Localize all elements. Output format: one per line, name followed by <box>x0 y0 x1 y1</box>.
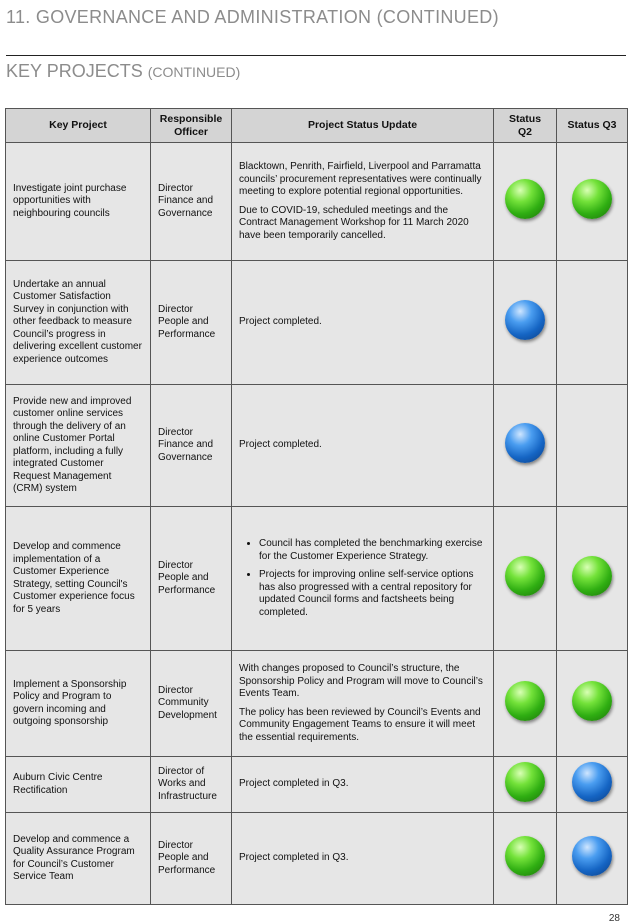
status-update-cell <box>232 651 494 757</box>
status-q3-cell <box>557 651 628 757</box>
status-update-paragraph: Project completed. <box>239 316 322 328</box>
responsible-officer-cell: Director People and Performance <box>151 261 232 385</box>
status-green-icon <box>505 556 545 596</box>
status-update-bullet: • Council has completed the benchmarking exercise for the Customer Experience Strategy. <box>259 538 486 563</box>
responsible-officer-cell: Director of Works and Infrastructure <box>151 757 232 813</box>
responsible-officer-cell: Director People and Performance <box>151 507 232 651</box>
status-q3-cell <box>557 261 628 385</box>
table-row <box>6 507 628 651</box>
status-q2-cell <box>494 757 557 813</box>
page-heading: 11. GOVERNANCE AND ADMINISTRATION (CONTINUED) <box>6 7 499 27</box>
status-update-paragraph: Project completed. <box>239 439 322 451</box>
status-update-cell <box>232 757 494 813</box>
header-status-update: Project Status Update <box>232 109 494 143</box>
status-blue-icon <box>572 762 612 802</box>
section-heading <box>6 61 240 82</box>
status-q2-cell <box>494 507 557 651</box>
status-update-bullet: • Projects for improving online self-service options has also progressed with a central repository for updated Council forms and factsheets being completed. <box>259 569 486 619</box>
status-blue-icon <box>572 836 612 876</box>
table-body <box>6 143 628 905</box>
responsible-officer-cell: Director Finance and Governance <box>151 143 232 261</box>
status-update-paragraph: With changes proposed to Council’s structure, the Sponsorship Policy and Program will move to Council’s Events Team. <box>239 663 483 699</box>
status-update-cell <box>232 385 494 507</box>
key-project-cell: Develop and commence implementation of a Customer Experience Strategy, setting Council's Customer experience focus for 5 years <box>6 507 151 651</box>
table-row <box>6 651 628 757</box>
status-update-cell <box>232 143 494 261</box>
status-q2-cell <box>494 651 557 757</box>
heading-divider <box>6 55 626 56</box>
key-project-cell: Provide new and improved customer online services through the delivery of an online Customer Portal platform, including a fully integrated Customer Request Management (CRM) system <box>6 385 151 507</box>
status-update-paragraph: Due to COVID-19, scheduled meetings and the Contract Management Workshop for 11 March 2020 have been temporarily cancelled. <box>239 204 469 241</box>
key-project-cell: Develop and commence a Quality Assurance Program for Council’s Customer Service Team <box>6 813 151 905</box>
status-update-cell <box>232 261 494 385</box>
status-green-icon <box>505 179 545 219</box>
status-blue-icon <box>505 300 545 340</box>
status-update-paragraph: Blacktown, Penrith, Fairfield, Liverpool and Parramatta councils’ procurement representatives were continually meeting to explore potential regional opportunities. <box>239 161 482 197</box>
key-project-cell: Investigate joint purchase opportunities with neighbouring councils <box>6 143 151 261</box>
table-row <box>6 385 628 507</box>
status-q3-cell <box>557 385 628 507</box>
status-green-icon <box>505 836 545 876</box>
table-row <box>6 757 628 813</box>
status-q3-cell <box>557 813 628 905</box>
status-q2-cell <box>494 813 557 905</box>
status-q3-cell <box>557 757 628 813</box>
status-green-icon <box>572 179 612 219</box>
status-q2-cell <box>494 261 557 385</box>
table-row <box>6 143 628 261</box>
status-q2-cell <box>494 143 557 261</box>
status-update-cell <box>232 507 494 651</box>
status-update-list <box>239 538 486 619</box>
status-q3-cell <box>557 143 628 261</box>
page-number: 28 <box>608 913 620 924</box>
key-project-cell: Auburn Civic Centre Rectification <box>6 757 151 813</box>
header-responsible-officer: Responsible Officer <box>151 109 232 143</box>
status-update-paragraph: Project completed in Q3. <box>239 778 349 790</box>
header-key-project: Key Project <box>6 109 151 143</box>
section-title: KEY PROJECTS <box>6 61 143 81</box>
status-update-paragraph: The policy has been reviewed by Council’s Events and Community Engagement Teams to ensure it will meet the essential requirements. <box>239 706 481 743</box>
key-projects-table <box>5 108 628 905</box>
key-project-cell: Undertake an annual Customer Satisfaction Survey in conjunction with other feedback to measure Council’s progress in delivering excellent customer experience outcomes <box>6 261 151 385</box>
table-row <box>6 261 628 385</box>
table-header-row <box>6 109 628 143</box>
responsible-officer-cell: Director Community Development <box>151 651 232 757</box>
status-green-icon <box>505 681 545 721</box>
key-project-cell: Implement a Sponsorship Policy and Program to govern incoming and outgoing sponsorship <box>6 651 151 757</box>
status-q2-cell <box>494 385 557 507</box>
status-green-icon <box>505 762 545 802</box>
section-suffix: (CONTINUED) <box>147 64 241 80</box>
status-q3-cell <box>557 507 628 651</box>
status-update-paragraph: Project completed in Q3. <box>239 852 349 864</box>
header-status-q3: Status Q3 <box>557 109 628 143</box>
responsible-officer-cell: Director Finance and Governance <box>151 385 232 507</box>
status-blue-icon <box>505 423 545 463</box>
status-green-icon <box>572 681 612 721</box>
status-green-icon <box>572 556 612 596</box>
status-update-cell <box>232 813 494 905</box>
header-status-q2: Status Q2 <box>494 109 557 143</box>
responsible-officer-cell: Director People and Performance <box>151 813 232 905</box>
table-row <box>6 813 628 905</box>
